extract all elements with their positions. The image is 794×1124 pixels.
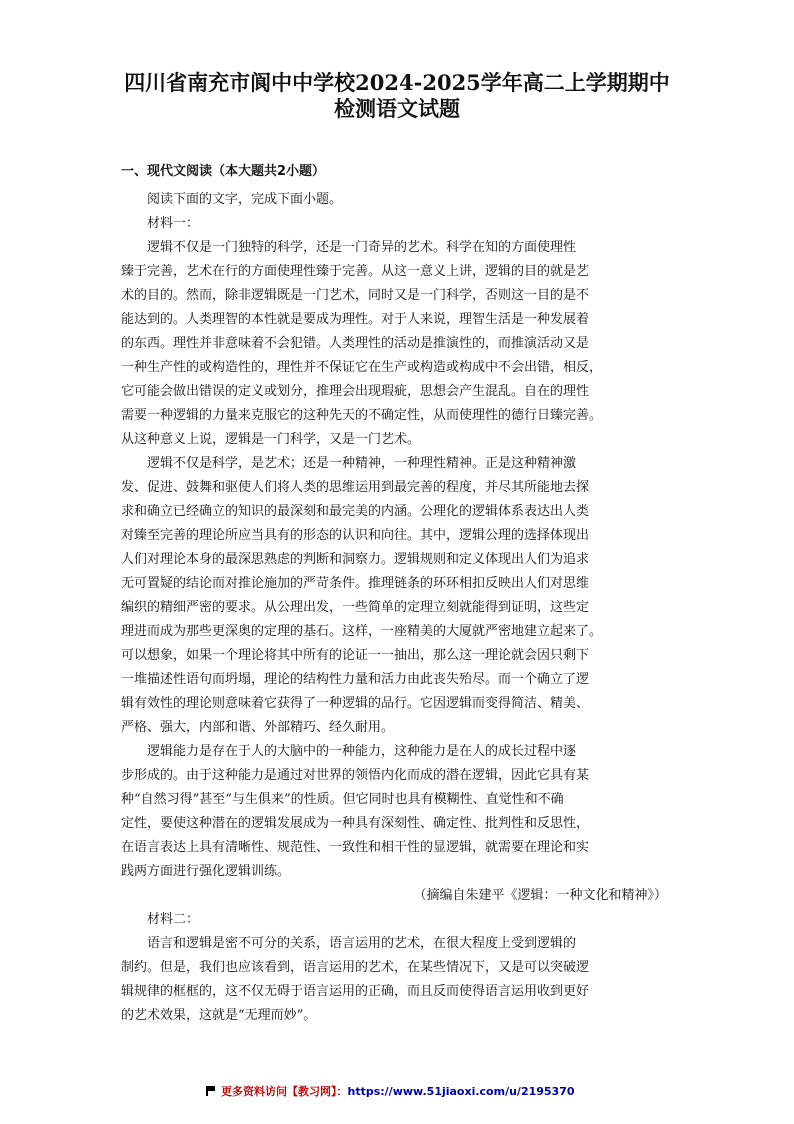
- footer: [206, 1083, 575, 1099]
- passage-line: 一种生产性的或构造性的，理性并不保证它在生产或构造或构成中不会出错，相反，: [121, 360, 603, 375]
- flag-icon: [206, 1086, 217, 1096]
- passage-line: 术的目的。然而，除非逻辑既是一门艺术，同时又是一门科学，否则这一目的是不: [121, 288, 590, 303]
- passage-line: 逻辑不仅是一门独特的科学，还是一门奇异的艺术。科学在知的方面使理性: [147, 240, 577, 255]
- passage-line: 理进而成为那些更深奥的定理的基石。这样，一座精美的大厦就严密地建立起来了。: [121, 624, 603, 639]
- passage-line: 能达到的。人类理智的本性就是要成为理性。对于人来说，理智生活是一种发展着: [121, 312, 590, 327]
- footer-label: 更多资料访问【教习网】：: [221, 1085, 348, 1098]
- passage-line: 可以想象，如果一个理论将其中所有的论证一一抽出，那么这一理论就会因只剩下: [121, 648, 590, 663]
- passage-line: 辑规律的框框的，这不仅无碍于语言运用的正确，而且反而使得语言运用收到更好: [121, 984, 590, 999]
- passage-line: 发、促进、鼓舞和驱使人们将人类的思维运用到最完善的程度，并尽其所能地去探: [121, 480, 590, 495]
- passage-line: 一堆描述性语句而坍塌，理论的结构性力量和活力由此丧失殆尽。而一个确立了逻: [121, 672, 590, 687]
- passage-line: 臻于完善，艺术在行的方面使理性臻于完善。从这一意义上讲，逻辑的目的就是艺: [121, 264, 590, 279]
- passage-line: 践两方面进行强化逻辑训练。: [121, 864, 291, 879]
- passage-line: 无可置疑的结论而对推论施加的严苛条件。推理链条的环环相扣反映出人们对思维: [121, 576, 590, 591]
- passage-line: 需要一种逻辑的力量来克服它的这种先天的不确定性，从而使理性的德行日臻完善。: [121, 408, 603, 423]
- passage-line: 它可能会做出错误的定义或划分，推理会出现瑕疵，思想会产生混乱。自在的理性: [121, 384, 590, 399]
- passage-line: 语言和逻辑是密不可分的关系，语言运用的艺术，在很大程度上受到逻辑的: [147, 936, 577, 951]
- document-title-line-2: 检测语文试题: [334, 96, 460, 121]
- passage-line: 阅读下面的文字，完成下面小题。: [147, 192, 343, 207]
- passage-line: 求和确立已经确立的知识的最深刻和最完美的内涵。公理化的逻辑体系表达出人类: [121, 504, 590, 519]
- passage-line: 辑有效性的理论则意味着它获得了一种逻辑的品行。它因逻辑而变得简洁、精美、: [121, 696, 590, 711]
- document-title-line-1: 四川省南充市阆中中学校2024-2025学年高二上学期期中: [124, 70, 670, 95]
- passage-line: 的东西。理性并非意味着不会犯错。人类理性的活动是推演性的，而推演活动又是: [121, 336, 590, 351]
- passage-line: （摘编自朱建平《逻辑：一种文化和精神》）: [413, 888, 667, 903]
- passage-line: 严格、强大，内部和谐、外部精巧、经久耐用。: [121, 720, 395, 735]
- passage-line: 定性，要使这种潜在的逻辑发展成为一种具有深刻性、确定性、批判性和反思性，: [121, 816, 590, 831]
- passage-line: 从这种意义上说，逻辑是一门科学，又是一门艺术。: [121, 432, 421, 447]
- passage-line: 在语言表达上具有清晰性、规范性、一致性和相干性的显逻辑，就需要在理论和实: [121, 840, 590, 855]
- footer-link[interactable]: https://www.51jiaoxi.com/u/2195370: [347, 1085, 575, 1098]
- passage-line: 种“自然习得”甚至“与生俱来”的性质。但它同时也具有模糊性、直觉性和不确: [121, 792, 564, 807]
- passage-line: 步形成的。由于这种能力是通过对世界的领悟内化而成的潜在逻辑，因此它具有某: [121, 768, 590, 783]
- passage-line: 对臻至完善的理论所应当具有的形态的认识和向往。其中，逻辑公理的选择体现出: [121, 528, 590, 543]
- passage-line: 人们对理论本身的最深思熟虑的判断和洞察力。逻辑规则和定义体现出人们为追求: [121, 552, 590, 567]
- passage-line: 逻辑不仅是科学，是艺术；还是一种精神，一种理性精神。正是这种精神激: [147, 456, 577, 471]
- passage-line: 制约。但是，我们也应该看到，语言运用的艺术，在某些情况下，又是可以突破逻: [121, 960, 590, 975]
- section-heading: 一、现代文阅读（本大题共2小题）: [121, 164, 326, 179]
- passage-line: 逻辑能力是存在于人的大脑中的一种能力，这种能力是在人的成长过程中逐: [147, 744, 577, 759]
- passage-line: 材料一：: [147, 216, 200, 231]
- reading-passage: [121, 188, 681, 1028]
- passage-line: 材料二：: [147, 912, 200, 927]
- passage-line: 的艺术效果，这就是“无理而妙”。: [121, 1008, 317, 1023]
- passage-line: 编织的精细严密的要求。从公理出发，一些简单的定理立刻就能得到证明，这些定: [121, 600, 590, 615]
